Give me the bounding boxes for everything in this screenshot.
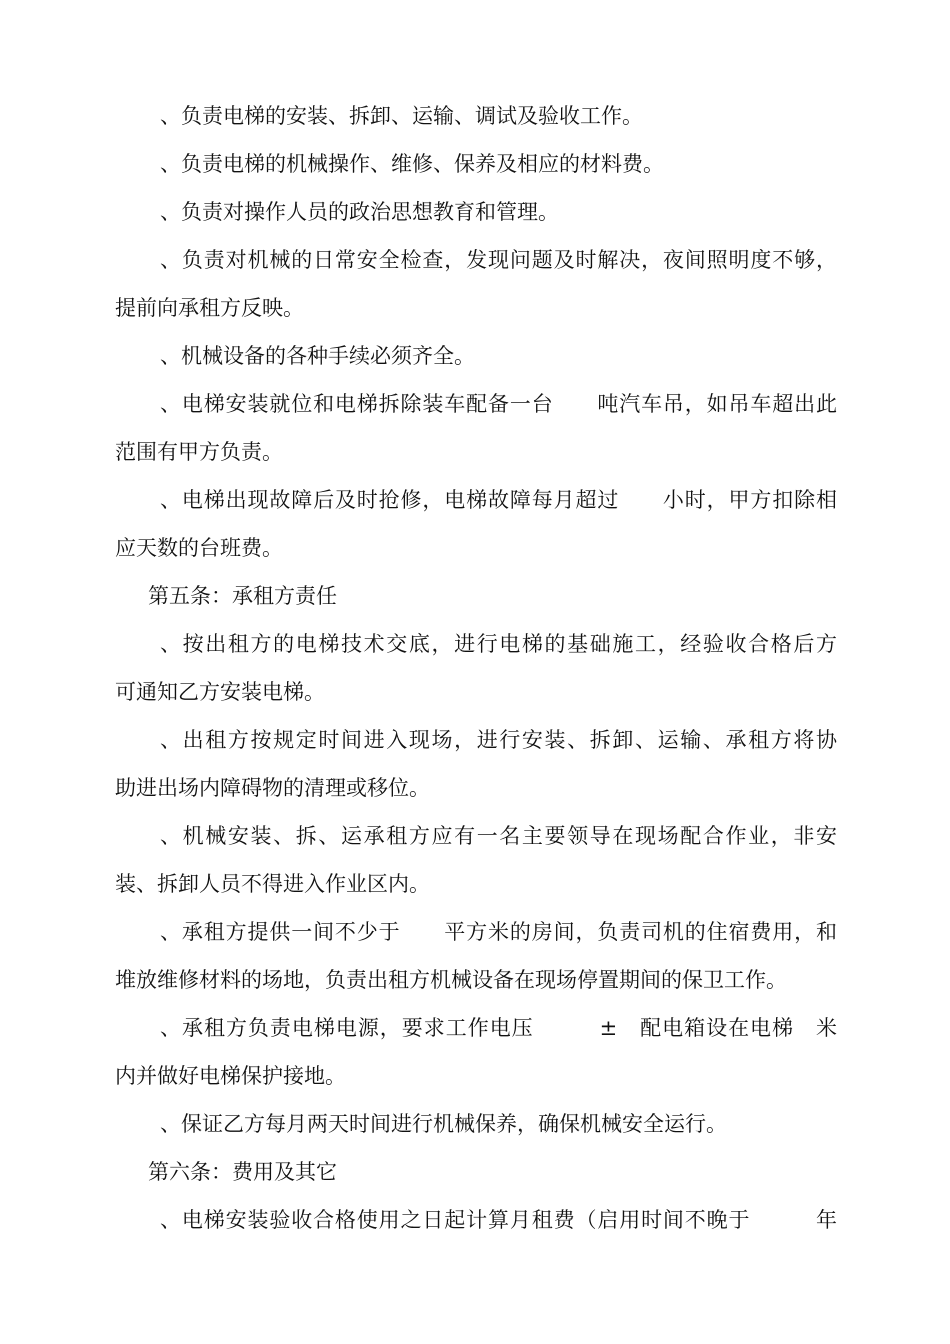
clause-paragraph-line1: 、电梯安装就位和电梯拆除装车配备一台 吨汽车吊，如吊车超出此 [160, 392, 837, 416]
clause-paragraph-line2: 助进出场内障碍物的清理或移位。 [115, 776, 430, 800]
clause-paragraph: 、负责电梯的机械操作、维修、保养及相应的材料费。 [160, 152, 664, 176]
clause-paragraph: 、负责电梯的安装、拆卸、运输、调试及验收工作。 [160, 104, 643, 128]
clause-paragraph: 、机械设备的各种手续必须齐全。 [160, 344, 475, 368]
clause-paragraph-line1: 、电梯出现故障后及时抢修，电梯故障每月超过 小时，甲方扣除相 [160, 488, 837, 512]
clause-paragraph-line2: 范围有甲方负责。 [115, 440, 283, 464]
clause-paragraph: 、保证乙方每月两天时间进行机械保养，确保机械安全运行。 [160, 1112, 727, 1136]
clause-paragraph-line1: 、机械安装、拆、运承租方应有一名主要领导在现场配合作业，非安 [160, 824, 837, 848]
clause-paragraph-line1: 、负责对机械的日常安全检查，发现问题及时解决，夜间照明度不够， [160, 248, 837, 272]
article-heading-5: 第五条：承租方责任 [148, 584, 337, 608]
clause-paragraph-line1: 、出租方按规定时间进入现场，进行安装、拆卸、运输、承租方将协 [160, 728, 837, 752]
clause-paragraph: 、负责对操作人员的政治思想教育和管理。 [160, 200, 559, 224]
clause-paragraph-line1: 、按出租方的电梯技术交底，进行电梯的基础施工，经验收合格后方 [160, 632, 837, 656]
clause-paragraph-line2: 提前向承租方反映。 [115, 296, 304, 320]
clause-paragraph-line2: 可通知乙方安装电梯。 [115, 680, 325, 704]
clause-paragraph-line1: 、电梯安装验收合格使用之日起计算月租费（启用时间不晚于 年 [160, 1208, 837, 1232]
clause-paragraph-line2: 内并做好电梯保护接地。 [115, 1064, 346, 1088]
clause-paragraph-line2: 应天数的台班费。 [115, 536, 283, 560]
clause-paragraph-line2: 装、拆卸人员不得进入作业区内。 [115, 872, 430, 896]
clause-paragraph-line1: 、承租方提供一间不少于 平方米的房间，负责司机的住宿费用，和 [160, 920, 837, 944]
clause-paragraph-line1: 、承租方负责电梯电源，要求工作电压 ± 配电箱设在电梯 米 [160, 1016, 837, 1040]
clause-paragraph-line2: 堆放维修材料的场地，负责出租方机械设备在现场停置期间的保卫工作。 [115, 968, 787, 992]
article-heading-6: 第六条：费用及其它 [148, 1160, 337, 1184]
